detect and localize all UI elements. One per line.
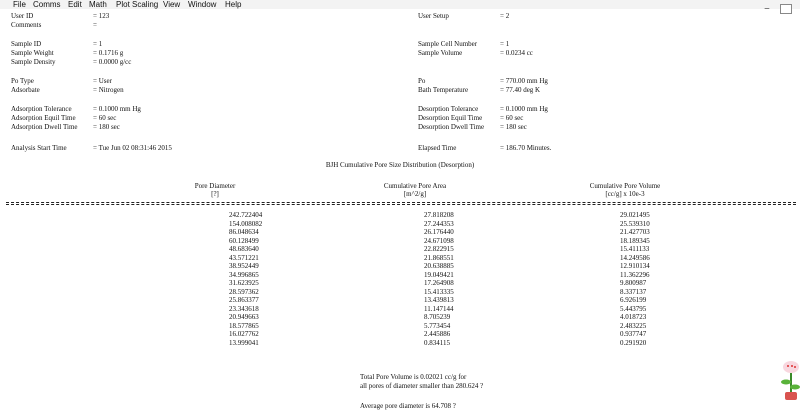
cell-pore-diameter: 25.863377 <box>229 296 259 304</box>
cell-cumulative-pore-area: 21.868551 <box>424 253 454 262</box>
cell-pore-diameter: 16.027762 <box>229 330 259 338</box>
cell-cumulative-pore-area: 0.834115 <box>424 338 450 347</box>
cell-cumulative-pore-volume: 12.910134 <box>620 262 650 270</box>
cell-cumulative-pore-area: 24.671098 <box>424 236 454 245</box>
menu-window[interactable]: Window <box>188 0 217 9</box>
field-label-sample-weight: Sample Weight <box>11 49 54 57</box>
cell-cumulative-pore-volume: 29.021495 <box>620 211 650 219</box>
field-value-bath-temperature: = 77.40 deg K <box>500 86 541 94</box>
cell-cumulative-pore-volume: 11.362296 <box>620 270 650 279</box>
cell-cumulative-pore-volume: 4.018723 <box>620 313 647 321</box>
cell-cumulative-pore-area: 20.638885 <box>424 262 454 270</box>
cell-cumulative-pore-area: 2.445886 <box>424 330 451 338</box>
column-name: Cumulative Pore Volume <box>589 182 661 190</box>
cell-pore-diameter: 38.952449 <box>229 262 259 270</box>
field-label-sample-volume: Sample Volume <box>418 49 463 57</box>
cell-pore-diameter: 86.048634 <box>229 228 259 236</box>
field-label-sample-density: Sample Density <box>11 58 56 66</box>
menu-help[interactable]: Help <box>225 0 242 9</box>
cell-pore-diameter: 20.949663 <box>229 313 259 321</box>
field-value-sample-density: = 0.0000 g/cc <box>93 58 132 66</box>
cell-cumulative-pore-area: 27.818208 <box>424 211 454 219</box>
field-value-analysis-start-time: = Tue Jun 02 08:31:46 2015 <box>93 144 172 152</box>
column-name: Cumulative Pore Area <box>383 182 447 190</box>
cell-pore-diameter: 18.577865 <box>229 321 259 330</box>
field-value-comments: = <box>93 21 97 29</box>
cell-pore-diameter: 242.722404 <box>229 211 263 219</box>
field-label-analysis-start-time: Analysis Start Time <box>11 144 67 152</box>
field-value-sample-weight: = 0.1716 g <box>93 49 124 57</box>
column-unit: [?] <box>211 190 219 198</box>
field-value-user-id: = 123 <box>93 12 110 20</box>
cell-cumulative-pore-volume: 14.249586 <box>620 253 650 262</box>
menu-file[interactable]: File <box>13 0 26 9</box>
menu-edit[interactable]: Edit <box>68 0 82 9</box>
cell-cumulative-pore-area: 11.147144 <box>424 304 454 313</box>
cell-cumulative-pore-volume: 21.427703 <box>620 228 650 236</box>
field-label-adsorption-dwell-time: Adsorption Dwell Time <box>11 123 78 131</box>
field-value-po: = 770.00 mm Hg <box>500 77 548 85</box>
minimize-button[interactable]: _ <box>764 0 770 9</box>
field-label-po: Po <box>418 77 426 85</box>
column-header-cumulative-pore-area <box>360 182 470 198</box>
field-label-comments: Comments <box>11 21 42 29</box>
cell-cumulative-pore-volume: 0.291920 <box>620 338 647 347</box>
field-value-desorption-dwell-time: = 180 sec <box>500 123 527 131</box>
menu-comms[interactable]: Comms <box>33 0 61 9</box>
field-value-adsorbate: = Nitrogen <box>93 86 124 94</box>
field-value-adsorption-tolerance: = 0.1000 mm Hg <box>93 105 141 113</box>
field-value-po-type: = User <box>93 77 112 85</box>
field-label-sample-cell-number: Sample Cell Number <box>418 40 478 48</box>
summary-pore-diameter-limit: all pores of diameter smaller than 280.624 ? <box>360 382 484 390</box>
cell-cumulative-pore-area: 5.773454 <box>424 321 451 330</box>
cell-pore-diameter: 43.571221 <box>229 253 259 262</box>
field-label-adsorption-equil-time: Adsorption Equil Time <box>11 114 76 122</box>
cell-cumulative-pore-area: 22.822915 <box>424 245 454 253</box>
field-value-desorption-tolerance: = 0.1000 mm Hg <box>500 105 548 113</box>
cell-cumulative-pore-volume: 15.411133 <box>620 245 650 253</box>
column-unit: [cc/g] x 10e-3 <box>605 190 645 198</box>
field-label-adsorption-tolerance: Adsorption Tolerance <box>11 105 72 113</box>
cell-cumulative-pore-area: 17.264908 <box>424 279 454 287</box>
cell-cumulative-pore-volume: 0.937747 <box>620 330 647 338</box>
restore-button[interactable] <box>780 4 792 14</box>
menu-bar <box>0 0 800 9</box>
cell-cumulative-pore-volume: 5.443795 <box>620 304 647 313</box>
field-label-user-setup: User Setup <box>418 12 449 20</box>
summary-average-pore-diameter: Average pore diameter is 64.708 ? <box>360 402 456 410</box>
field-label-sample-id: Sample ID <box>11 40 42 48</box>
cell-cumulative-pore-area: 26.176440 <box>424 228 454 236</box>
field-label-adsorbate: Adsorbate <box>11 86 40 94</box>
field-label-user-id: User ID <box>11 12 34 20</box>
field-value-user-setup: = 2 <box>500 12 510 20</box>
column-name: Pore Diameter <box>194 182 236 190</box>
cell-pore-diameter: 60.128499 <box>229 236 259 245</box>
field-label-desorption-dwell-time: Desorption Dwell Time <box>418 123 485 131</box>
cell-cumulative-pore-area: 13.439813 <box>424 296 454 304</box>
field-label-po-type: Po Type <box>11 77 34 85</box>
cell-cumulative-pore-volume: 18.189345 <box>620 236 650 245</box>
column-header-pore-diameter <box>170 182 260 198</box>
menu-math[interactable]: Math <box>89 0 107 9</box>
cell-cumulative-pore-area: 15.413335 <box>424 287 454 296</box>
cell-pore-diameter: 31.623925 <box>229 279 259 287</box>
field-value-elapsed-time: = 186.70 Minutes. <box>500 144 552 152</box>
field-value-adsorption-equil-time: = 60 sec <box>93 114 117 122</box>
cell-cumulative-pore-volume: 2.483225 <box>620 321 647 330</box>
field-label-desorption-tolerance: Desorption Tolerance <box>418 105 479 113</box>
column-header-cumulative-pore-volume <box>570 182 680 198</box>
menu-view[interactable]: View <box>163 0 181 9</box>
summary-total-pore-volume: Total Pore Volume is 0.02021 cc/g for <box>360 373 467 381</box>
table-divider <box>6 202 796 203</box>
field-label-bath-temperature: Bath Temperature <box>418 86 469 94</box>
cell-pore-diameter: 154.008082 <box>229 219 263 228</box>
column-unit: [m^2/g] <box>403 190 427 198</box>
field-value-sample-cell-number: = 1 <box>500 40 510 48</box>
cell-cumulative-pore-volume: 9.800987 <box>620 279 647 287</box>
cell-cumulative-pore-area: 27.244353 <box>424 219 454 228</box>
cell-cumulative-pore-volume: 6.926199 <box>620 296 647 304</box>
cell-pore-diameter: 48.683640 <box>229 245 259 253</box>
field-label-desorption-equil-time: Desorption Equil Time <box>418 114 483 122</box>
cell-pore-diameter: 34.996865 <box>229 270 259 279</box>
cell-cumulative-pore-area: 19.049421 <box>424 270 454 279</box>
cell-pore-diameter: 28.597362 <box>229 287 259 296</box>
table-divider <box>6 204 796 205</box>
cell-pore-diameter: 23.343618 <box>229 304 259 313</box>
cell-cumulative-pore-area: 8.705239 <box>424 313 451 321</box>
field-value-adsorption-dwell-time: = 180 sec <box>93 123 120 131</box>
cell-cumulative-pore-volume: 8.337137 <box>620 287 647 296</box>
cell-pore-diameter: 13.999041 <box>229 338 259 347</box>
field-value-sample-volume: = 0.0234 cc <box>500 49 533 57</box>
plant-sticker-icon <box>779 358 800 402</box>
cell-cumulative-pore-volume: 25.539310 <box>620 219 650 228</box>
report-title: BJH Cumulative Pore Size Distribution (Desorption) <box>325 161 475 169</box>
menu-plot-scaling[interactable]: Plot Scaling <box>116 0 159 9</box>
field-label-elapsed-time: Elapsed Time <box>418 144 457 152</box>
field-value-sample-id: = 1 <box>93 40 103 48</box>
field-value-desorption-equil-time: = 60 sec <box>500 114 524 122</box>
